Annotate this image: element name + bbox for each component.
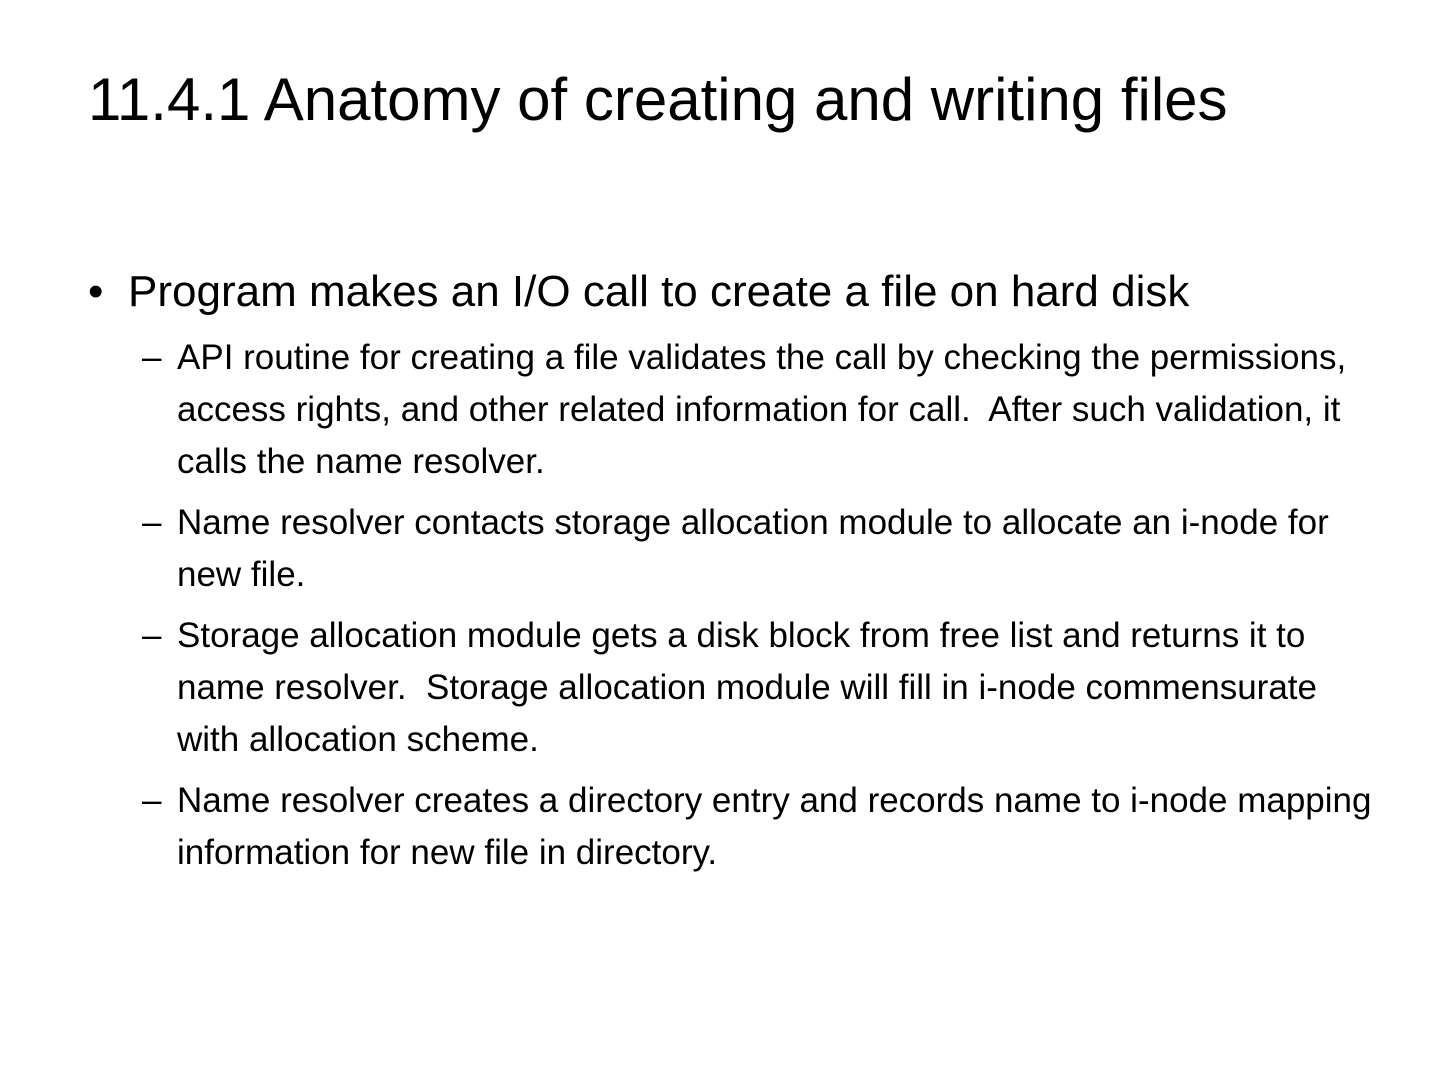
bullet-marker: • bbox=[88, 267, 104, 316]
sub-bullet-text: Name resolver contacts storage allocation module to allocate an i-node for new file. bbox=[177, 503, 1339, 594]
sub-bullet-text: API routine for creating a file validates the call by checking the permissions, access rights, and other related information for call. After such validation, it calls the name resolver. bbox=[177, 338, 1356, 481]
sub-bullet-item bbox=[142, 775, 1382, 879]
sub-bullet-text: Name resolver creates a directory entry and records name to i-node mapping information for new file in directory. bbox=[177, 781, 1382, 872]
dash-marker: – bbox=[142, 338, 162, 377]
sub-bullet-list bbox=[142, 332, 1382, 888]
sub-bullet-item bbox=[142, 497, 1372, 601]
main-bullet bbox=[88, 262, 1388, 322]
dash-marker: – bbox=[142, 781, 162, 820]
sub-bullet-item bbox=[142, 332, 1372, 488]
slide-title: 11.4.1 Anatomy of creating and writing files bbox=[88, 66, 1228, 133]
sub-bullet-item bbox=[142, 610, 1372, 766]
sub-bullet-text: Storage allocation module gets a disk block from free list and returns it to name resolver. Storage allocation module will fill in i-node commensurate with allocation scheme. bbox=[177, 616, 1327, 759]
dash-marker: – bbox=[142, 503, 162, 542]
main-bullet-text: Program makes an I/O call to create a file on hard disk bbox=[128, 267, 1190, 316]
dash-marker: – bbox=[142, 616, 162, 655]
